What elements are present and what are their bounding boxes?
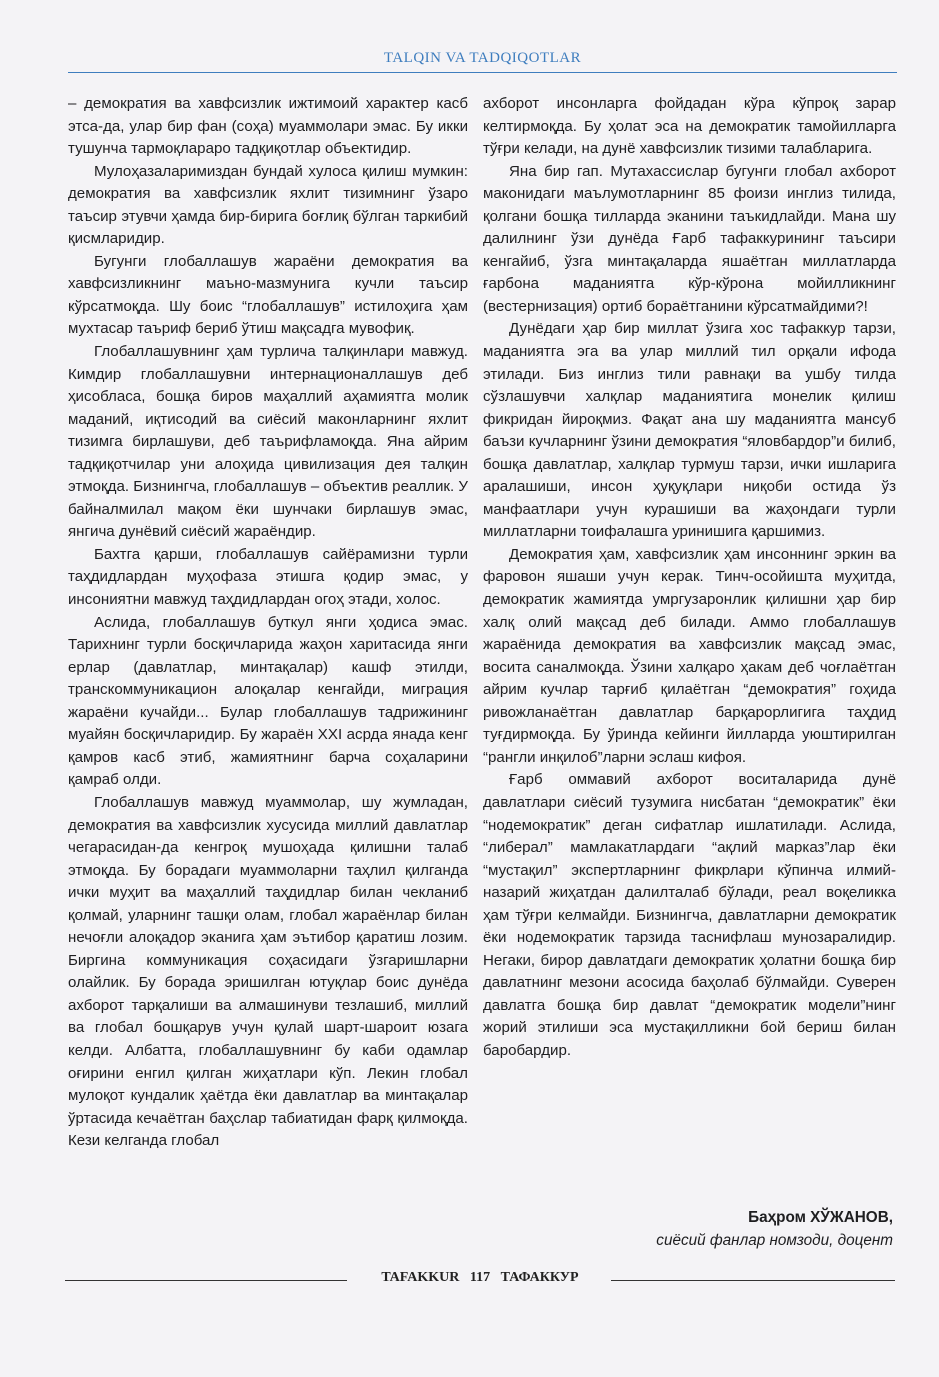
paragraph: Глобаллашувнинг ҳам турлича талқинлари мавжуд. Кимдир глобаллашувни интернационаллашув деб ҳисобласа, бошқа биров маҳаллий аҳамиятга молик маданий, иқтисодий ва сиёсий маконларнинг яхлит тизимга бирлашуви, деб таърифламоқда. Яна айрим тадқиқотчилар уни алоҳида цивилизация дея талқин этмоқда. Бизнингча, глобаллашув – объектив реаллик. У байналмилал мақом ёки шунчаки бирлашув эмас, янгича дунёвий сиёсий жараёндир. (68, 343, 468, 541)
footer-rule-right (611, 1280, 895, 1281)
footer-journal-latin: TAFAKKUR (381, 1270, 460, 1285)
paragraph: Мулоҳазаларимиздан бундай хулоса қилиш мумкин: демократия ва хавфсизлик яхлит тизимнинг ўзаро таъсир этувчи ҳамда бир-бирига боғлиқ бўлган таркибий қисмларидир. (68, 162, 468, 248)
paragraph: Демократия ҳам, хавфсизлик ҳам инсоннинг эркин ва фаровон яшаши учун керак. Тинч-осойишта муҳитда, демократик жамиятда умргузаронлик қилишни ҳар бир халқ олий мақсад деб билади. Аммо глобаллашув жараёнида демократия ва хавфсизлик мақсад эмас, восита саналмоқда. Ўзини халқаро ҳакам деб чоғлаётган айрим кучлар тарғиб қилаётган “демократия” гоҳида ривожланаётган давлатлар барқарорлигига таҳдид туғдирмоқда. Бу ўринда кейинги йилларда уюштирилган “рангли инқилоб”ларни эслаш кифоя. (483, 545, 896, 766)
left-text-column (68, 93, 468, 1153)
paragraph: – демократия ва хавфсизлик ижтимоий характер касб этса-да, улар бир фан (соҳа) муаммолари эмас. Бу икки тушунча тармоқлараро тадқиқотлар объектидир. (68, 95, 468, 158)
paragraph: Глобаллашув мавжуд муаммолар, шу жумладан, демократия ва хавфсизлик хусусида миллий давлатлар чегарасидан-да кенгроқ мушоҳада қилишни талаб этмоқда. Бу борадаги муаммоларни таҳлил қилганда ички муҳит ва маҳаллий таҳдидлар билан чекланиб қолмай, уларнинг ташқи олам, глобал жараёнлар билан нечоғли алоқадор эканига ҳам эътибор қаратиш лозим. Биргина коммуникация соҳасидаги ўзгаришларни олайлик. Бу борада эришилган ютуқлар боис дунёда ахборот тарқалиши ва алмашинуви тезлашиб, миллий ва глобал бошқарув учун қулай шарт-шароит юзага келди. Албатта, глобаллашувнинг бу каби одамлар оғирини енгил қилган жиҳатлари кўп. Лекин глобал мулоқот кундалик ҳаётда ёки давлатлар ва минтақалар ўртасида кечаётган баҳслар табиатидан фарқ қилмоқда. Кези келганда глобал (68, 793, 468, 1150)
journal-section-header: TALQIN VA TADQIQOTLAR (383, 50, 582, 66)
footer-rule-left (65, 1280, 347, 1281)
paragraph: Дунёдаги ҳар бир миллат ўзига хос тафаккур тарзи, маданиятга эга ва улар миллий тил орқали ифода этилади. Биз инглиз тили равнақи ва ушбу тилда сўзлашувчи халқлар маданиятига монелик қилиш фикридан йироқмиз. Фақат ана шу маданиятга мансуб баъзи кучларнинг ўзини демократия “яловбардор”и билиб, бошқа давлатлар, халқлар турмуш тарзи, ички ишларига аралашиши, инсон ҳуқуқлари ниқоби остида ўз манфаатлари учун курашиши ва жаҳондаги турли миллатларни тоифалашга уринишига қаршимиз. (483, 320, 896, 541)
paragraph: Бахтга қарши, глобаллашув сайёрамизни турли таҳдидлардан муҳофаза этишга қодир эмас, у инсониятни мавжуд таҳдидлардан огоҳ этади, холос. (68, 545, 468, 609)
footer-text (355, 1270, 605, 1286)
author-name: Баҳром ХЎЖАНОВ, (748, 1209, 893, 1226)
paragraph: Аслида, глобаллашув буткул янги ҳодиса эмас. Тарихнинг турли босқичларида жаҳон харитасида янги ерлар (давлатлар, минтақалар) кашф этилди, транскоммуникацион алоқалар кенгайди, миграция жараёни кучайди... Булар глобаллашув тадрижининг муайян босқичларидир. Бу жараён XXI асрда янада кенг қамров касб этиб, жамиятнинг барча соҳаларини қамраб олди. (68, 613, 468, 789)
paragraph: Бугунги глобаллашув жараёни демократия ва хавфсизликнинг маъно-мазмунига кучли таъсир кўрсатмоқда. Шу боис “глобаллашув” истилоҳига ҳам мухтасар таъриф бериб ўтиш мақсадга мувофиқ. (68, 252, 468, 338)
paragraph: Яна бир гап. Мутахассислар бугунги глобал ахборот маконидаги маълумотларнинг 85 фоизи инглиз тилида, қолгани бошқа тилларда эканини таъкидлайди. Мана шу далилнинг ўзи дунёда Ғарб тафаккурининг таъсири кенгайиб, ўзга минтақаларда яшаётган миллатларда ғарбона маданиятга кўр-кўрона мойилликнинг (вестернизация) ортиб бораётганини кўрсатмайдими?! (483, 162, 896, 315)
header-divider (68, 72, 897, 73)
author-title: сиёсий фанлар номзоди, доцент (656, 1232, 893, 1249)
page-footer (65, 1270, 895, 1290)
page-number: 117 (469, 1270, 491, 1285)
paragraph: Ғарб оммавий ахборот воситаларида дунё давлатлари сиёсий тузумига нисбатан “демократик” ёки “нодемократик” деган сифатлар ишлатилади. Аслида, “либерал” мамлакатлардаги “ақлий марказ”лар ёки “мустақил” экспертларнинг фикрлари кўпинча илмий-назарий жиҳатдан далилталаб бўлади, реал воқеликка ҳам тўғри келмайди. Бизнингча, давлатларни демократик ёки нодемократик тарзида таснифлаш мунозаралидир. Негаки, бирор давлатдаги демократик ҳолатни бошқа бир давлатнинг мезони асосида баҳолаб бўлмайди. Суверен давлатга бошқа бир давлат “демократик модели”нинг жорий этилиши эса мустақилликни бой бериш билан баробардир. (483, 771, 896, 1059)
paragraph: ахборот инсонларга фойдадан кўра кўпроқ зарар келтирмоқда. Бу ҳолат эса на демократик тамойилларга тўғри келади, на дунё хавфсизлик тизими талабларига. (483, 95, 896, 158)
footer-journal-cyrillic: ТАФАККУР (500, 1270, 579, 1285)
right-text-column (483, 93, 896, 1063)
